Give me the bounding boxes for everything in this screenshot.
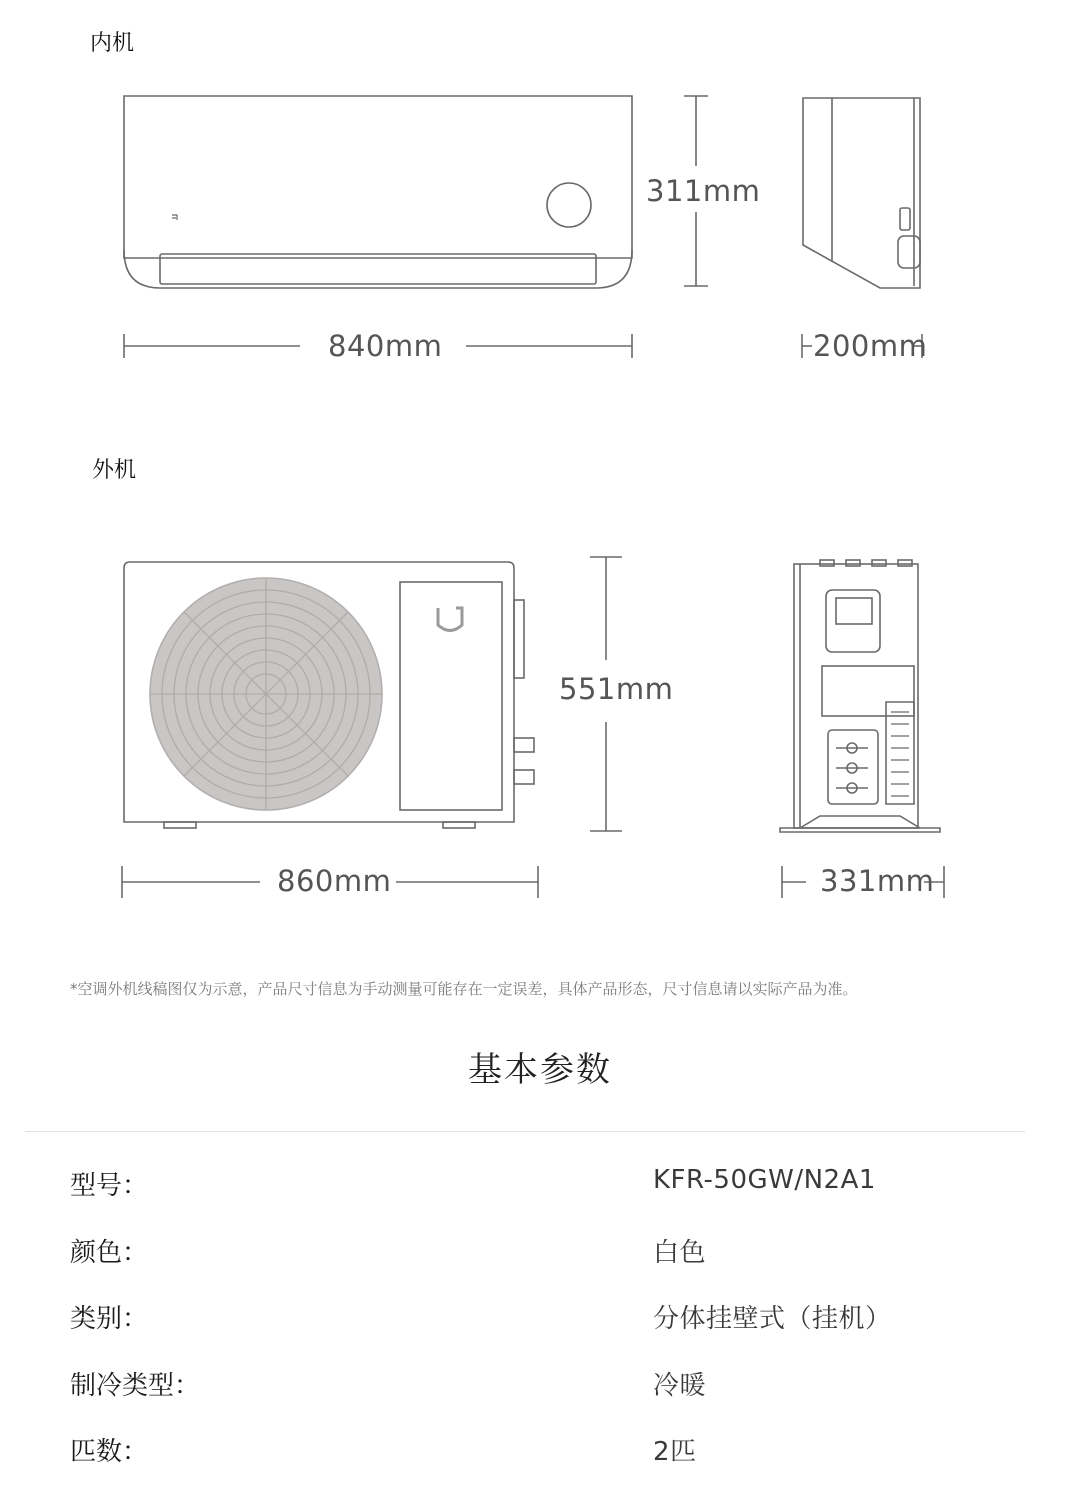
param-row-category [0, 1298, 1080, 1358]
indoor-unit-front-view [124, 96, 632, 288]
valve-icon [514, 738, 534, 784]
indoor-depth-label: 200mm [813, 329, 928, 363]
small-logo-icon [172, 215, 177, 220]
outdoor-unit-side-view [780, 560, 940, 832]
params-title: 基本参数 [468, 1050, 612, 1090]
indoor-height-label: 311mm [646, 174, 761, 208]
param-key: 型号： [70, 1171, 149, 1201]
param-key: 制冷类型： [70, 1371, 201, 1401]
outdoor-width-label: 860mm [277, 864, 392, 898]
outdoor-height-label: 551mm [559, 672, 674, 706]
indoor-unit-label: 内机 [90, 31, 135, 56]
display-circle-icon [547, 183, 591, 227]
param-key: 类别： [70, 1304, 149, 1334]
divider [25, 1131, 1025, 1132]
outdoor-unit-label: 外机 [92, 458, 137, 483]
param-value: KFR-50GW/N2A1 [653, 1165, 876, 1195]
param-value: 冷暖 [653, 1371, 707, 1401]
indoor-width-label: 840mm [328, 329, 443, 363]
connector-icon [836, 743, 868, 793]
fan-grille [150, 578, 382, 810]
param-row-horsepower [0, 1431, 1080, 1491]
param-key: 匹数： [70, 1437, 149, 1467]
param-value: 分体挂壁式（挂机） [653, 1304, 892, 1334]
param-row-color [0, 1232, 1080, 1292]
param-row-cooling-type [0, 1365, 1080, 1425]
param-key: 颜色： [70, 1238, 149, 1268]
param-value: 白色 [653, 1238, 707, 1268]
indoor-unit-side-view [803, 98, 920, 288]
param-row-model [0, 1165, 1080, 1225]
disclaimer-note: *空调外机线稿图仅为示意，产品尺寸信息为手动测量可能存在一定误差，具体产品形态，尺寸信息请以实际产品为准。 [70, 980, 858, 998]
mijia-logo-icon [438, 608, 462, 631]
outdoor-depth-label: 331mm [820, 864, 935, 898]
param-value: 2匹 [653, 1437, 697, 1467]
